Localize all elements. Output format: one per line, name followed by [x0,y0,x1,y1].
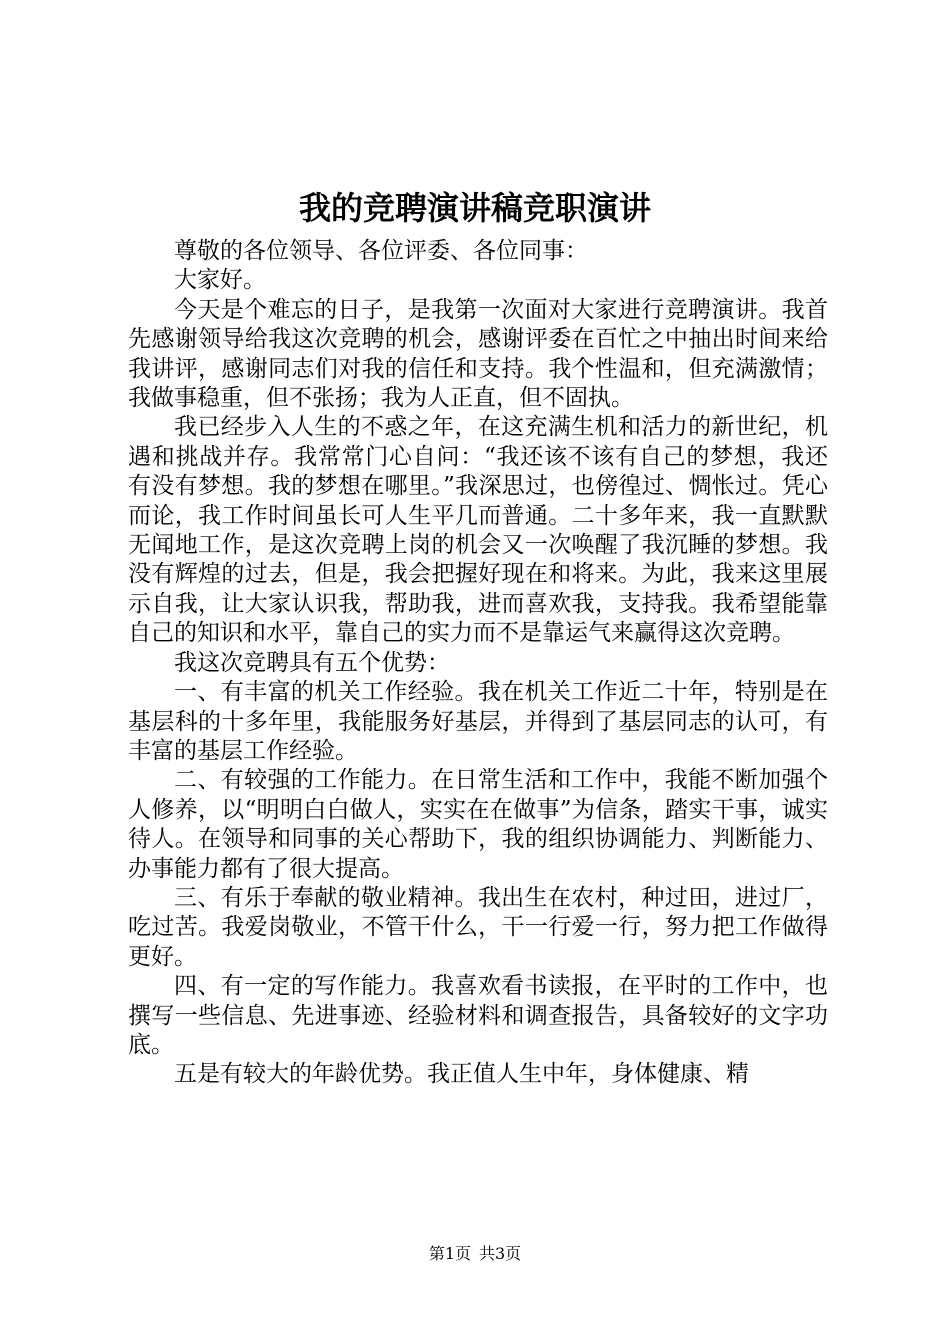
document-body [128,237,828,1090]
paragraph-advantage-3: 三、有乐于奉献的敬业精神。我出生在农村，种过田，进过厂，吃过苦。我爱岗敬业，不管干什么，干一行爱一行，努力把工作做得更好。 [128,884,828,970]
page-footer [0,1242,950,1266]
paragraph-advantage-4: 四、有一定的写作能力。我喜欢看书读报，在平时的工作中，也撰写一些信息、先进事迹、经验材料和调查报告，具备较好的文字功底。 [128,973,828,1058]
paragraph-advantage-1: 一、有丰富的机关工作经验。我在机关工作近二十年，特别是在基层科的十多年里，我能服务好基层，并得到了基层同志的认可，有丰富的基层工作经验。 [128,679,828,764]
paragraph-advantages-intro: 我这次竞聘具有五个优势： [174,649,450,676]
page-total: 共3页 [479,1244,522,1263]
paragraph-advantage-2: 二、有较强的工作能力。在日常生活和工作中，我能不断加强个人修养，以“明明白白做人，实实在在做事”为信条，踏实干事，诚实待人。在领导和同事的关心帮助下，我的组织协调能力、判断能力、办事能力都有了很大提高。 [128,767,828,882]
paragraph-advantage-5: 五是有较大的年龄优势。我正值人生中年，身体健康、精 [174,1061,749,1088]
paragraph-opening: 今天是个难忘的日子，是我第一次面对大家进行竞聘演讲。我首先感谢领导给我这次竞聘的机会，感谢评委在百忙之中抽出时间来给我讲评，感谢同志们对我的信任和支持。我个性温和，但充满激情；我做事稳重，但不张扬；我为人正直，但不固执。 [128,296,828,412]
paragraph-background: 我已经步入人生的不惑之年，在这充满生机和活力的新世纪，机遇和挑战并存。我常常门心自问：“我还该不该有自己的梦想，我还有没有梦想。我的梦想在哪里。”我深思过，也傍徨过、惆怅过。凭心而论，我工作时间虽长可人生平几而普通。二十多年来，我一直默默无闻地工作，是这次竞聘上岗的机会又一次唤醒了我沉睡的梦想。我没有辉煌的过去，但是，我会把握好现在和将来。为此，我来这里展示自我，让大家认识我，帮助我，进而喜欢我，支持我。我希望能靠自己的知识和水平，靠自己的实力而不是靠运气来赢得这次竞聘。 [128,414,828,647]
document-title: 我的竞聘演讲稿竞职演讲 [298,189,651,227]
paragraph-salutation: 尊敬的各位领导、各位评委、各位同事： [174,238,588,264]
paragraph-greeting: 大家好。 [174,267,266,294]
page-number: 第1页 [428,1244,471,1263]
